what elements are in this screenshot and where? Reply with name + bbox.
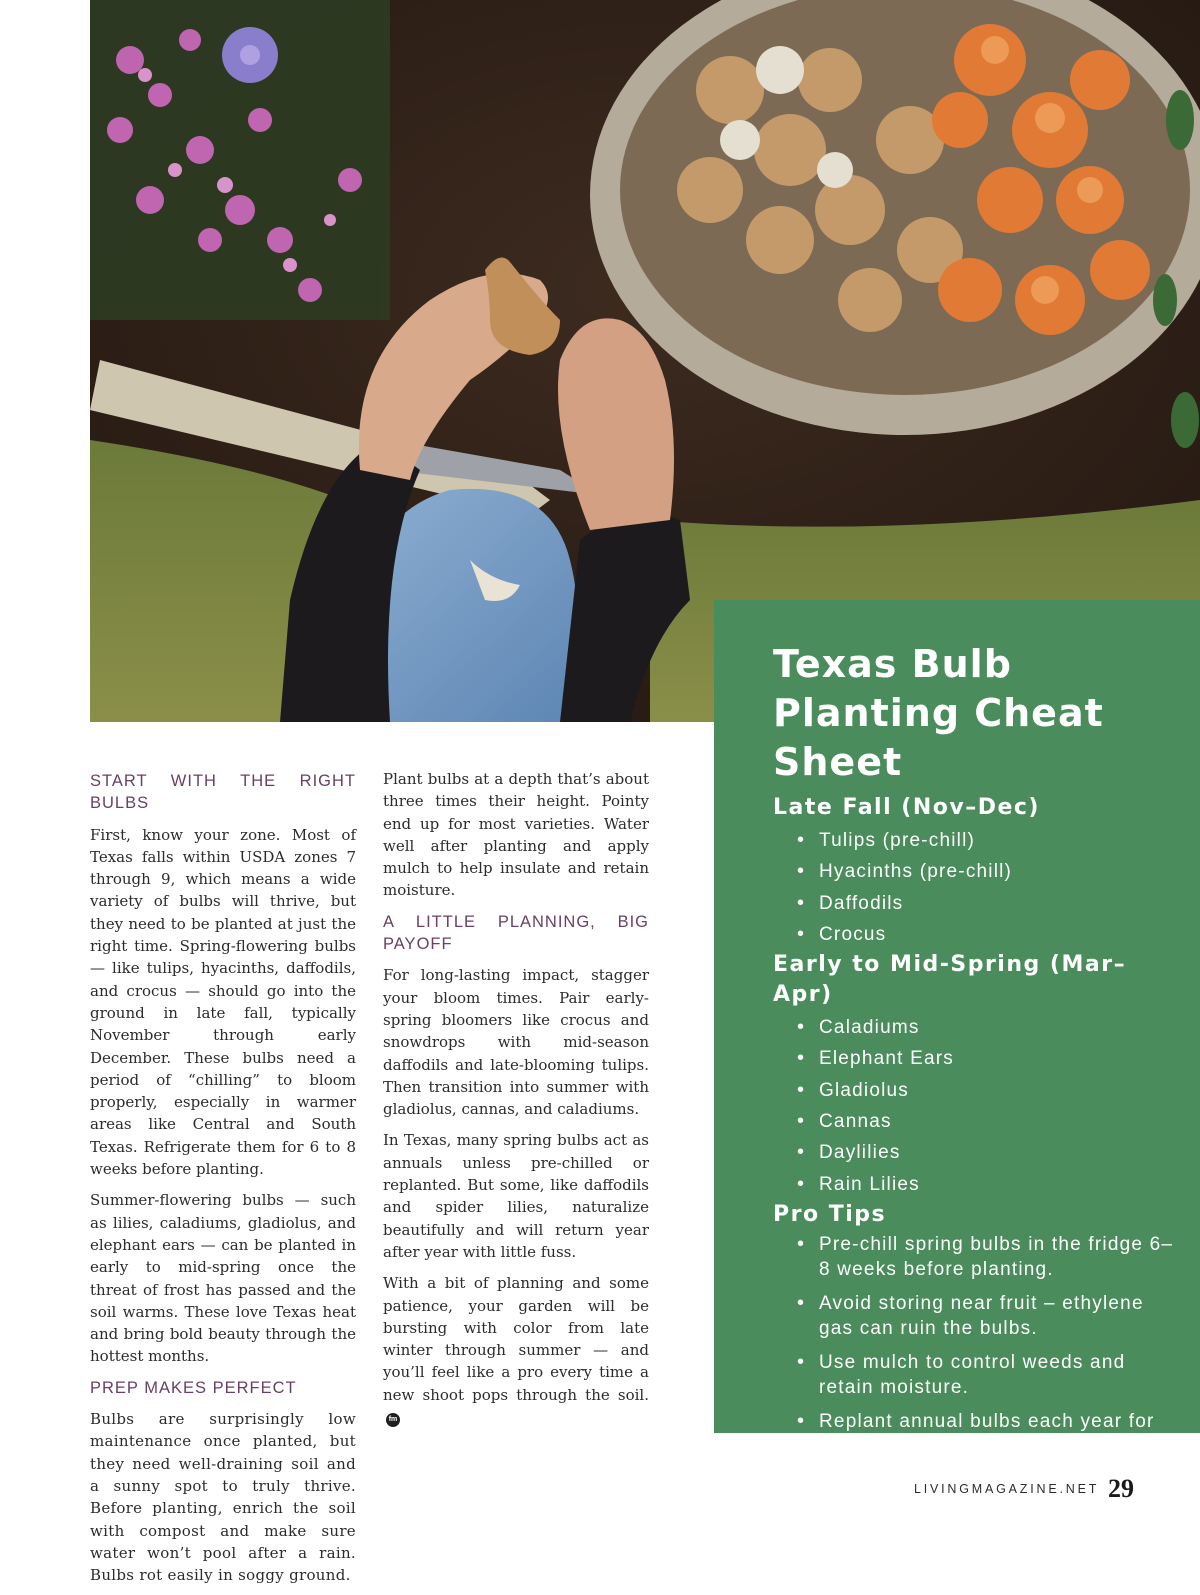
end-mark-icon: fm	[386, 1413, 400, 1427]
footer-site-url: LIVINGMAGAZINE.NET	[914, 1482, 1100, 1496]
subheading-planning: A LITTLE PLANNING, BIG PAYOFF	[383, 912, 649, 954]
cheat-sheet-panel	[714, 600, 1200, 1457]
paragraph: First, know your zone. Most of Texas falls within USDA zones 7 through 9, which means a wide variety of bulbs will thrive, but they need to be planted at just the right time. Spring-flowering bulbs — like tulips, hyacinths, daffodils, and crocus — should go into the ground in late fall, typically November through early December. These bulbs need a period of “chilling” to bloom properly, especially in warmer areas like Central and South Texas. Refrigerate them for 6 to 8 weeks before planting.	[90, 825, 356, 1179]
list-item: • Tulips (pre-chill)	[797, 825, 1180, 856]
list-item: • Gladiolus	[797, 1075, 1180, 1106]
list-item: • Daffodils	[797, 888, 1180, 919]
article-column-2	[383, 768, 649, 1437]
late-fall-list	[797, 825, 1180, 950]
paragraph-final-text: With a bit of planning and some patience, your garden will be bursting with color from late winter through summer — and you’ll feel like a pro every time a new shoot pops through the soil.	[383, 1274, 649, 1404]
cheat-sheet-title: Texas Bulb Planting Cheat Sheet	[773, 642, 1104, 784]
early-spring-list	[797, 1012, 1180, 1200]
subheading-prep: PREP MAKES PERFECT	[90, 1378, 297, 1397]
list-item: • Rain Lilies	[797, 1169, 1180, 1200]
pro-tips-list	[797, 1232, 1180, 1459]
list-item: • Daylilies	[797, 1137, 1180, 1168]
section-heading-early-spring: Early to Mid-Spring (Mar–Apr)	[773, 952, 1127, 1008]
list-item: • Avoid storing near fruit – ethylene gas can ruin the bulbs.	[797, 1291, 1180, 1341]
list-item: • Replant annual bulbs each year for best blooms.	[797, 1409, 1180, 1459]
paragraph: Summer-flowering bulbs — such as lilies, caladiums, gladiolus, and elephant ears — can be planted in early to mid-spring once the threat of frost has passed and the soil warms. These love Texas heat and bring bold beauty through the hottest months.	[90, 1191, 356, 1366]
page-number: 29	[1108, 1474, 1134, 1503]
list-item: • Hyacinths (pre-chill)	[797, 856, 1180, 887]
section-heading-late-fall: Late Fall (Nov–Dec)	[773, 795, 1040, 820]
section-heading-pro-tips: Pro Tips	[773, 1201, 887, 1227]
list-item: • Elephant Ears	[797, 1043, 1180, 1074]
list-item: • Use mulch to control weeds and retain moisture.	[797, 1350, 1180, 1400]
paragraph: Plant bulbs at a depth that’s about three times their height. Pointy end up for most varieties. Water well after planting and apply mulch to help insulate and retain moisture.	[383, 770, 649, 900]
list-item: • Caladiums	[797, 1012, 1180, 1043]
subheading-right-bulbs: START WITH THE RIGHT BULBS	[90, 772, 356, 813]
list-item: • Pre-chill spring bulbs in the fridge 6–8 weeks before planting.	[797, 1232, 1180, 1282]
paragraph: Bulbs are surprisingly low maintenance once planted, but they need well-draining soil and a sunny spot to truly thrive. Before planting, enrich the soil with compost and make sure water won’t pool after a rain. Bulbs rot easily in soggy ground.	[90, 1410, 356, 1585]
paragraph: For long-lasting impact, stagger your bloom times. Pair early-spring bloomers like crocus and snowdrops with mid-season daffodils and late-blooming tulips. Then transition into summer with gladiolus, cannas, and caladiums.	[383, 966, 649, 1119]
paragraph: In Texas, many spring bulbs act as annuals unless pre-chilled or replanted. But some, like daffodils and spider lilies, naturalize beautifully and will return year after year with little fuss.	[383, 1131, 649, 1261]
article-column-1	[90, 768, 356, 1595]
list-item: • Crocus	[797, 919, 1180, 950]
list-item: • Cannas	[797, 1106, 1180, 1137]
paragraph-final	[383, 1272, 649, 1428]
